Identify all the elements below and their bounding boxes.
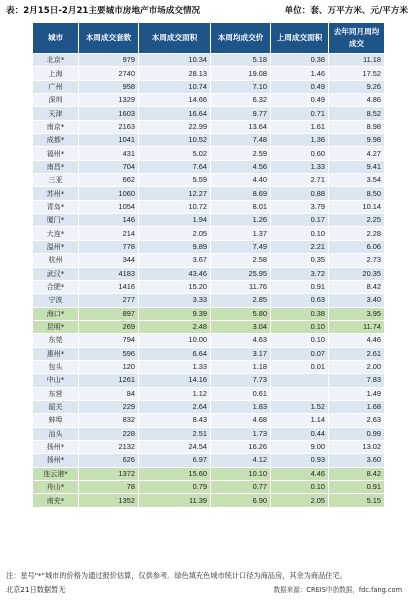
cell-city: 杭州	[33, 254, 79, 267]
data-source: 数据来源：CREIS中指数据，fdc.fang.com	[273, 586, 402, 594]
cell-area: 3.67	[139, 254, 211, 267]
cell-area: 15.60	[139, 467, 211, 480]
cell-units: 958	[79, 80, 139, 93]
table-row	[33, 334, 385, 347]
cell-area: 10.34	[139, 54, 211, 67]
cell-area: 7.64	[139, 160, 211, 173]
cell-last-week-area: 0.10	[271, 481, 329, 494]
cell-last-year: 4.86	[329, 94, 385, 107]
table-row	[33, 347, 385, 360]
cell-units: 277	[79, 294, 139, 307]
cell-city: 南京*	[33, 120, 79, 133]
cell-units: 344	[79, 254, 139, 267]
cell-avg-price: 6.90	[211, 494, 271, 507]
cell-area: 2.05	[139, 227, 211, 240]
cell-last-week-area: 0.35	[271, 254, 329, 267]
cell-last-week-area: 3.72	[271, 267, 329, 280]
cell-avg-price: 25.95	[211, 267, 271, 280]
cell-units: 1060	[79, 187, 139, 200]
cell-avg-price: 4.56	[211, 160, 271, 173]
cell-avg-price: 3.17	[211, 347, 271, 360]
unit-note: 单位：套、万平方米、元/平方米	[284, 6, 408, 16]
cell-last-year: 2.00	[329, 360, 385, 373]
cell-area: 14.66	[139, 94, 211, 107]
cell-area: 15.20	[139, 280, 211, 293]
cell-city: 蚌埠	[33, 414, 79, 427]
table-caption	[6, 4, 408, 18]
cell-area: 28.13	[139, 67, 211, 80]
cell-units: 1372	[79, 467, 139, 480]
table-row	[33, 214, 385, 227]
cell-avg-price: 4.63	[211, 334, 271, 347]
cell-units: 1054	[79, 200, 139, 213]
cell-last-week-area	[271, 374, 329, 387]
cell-avg-price: 5.18	[211, 54, 271, 67]
cell-last-year: 3.95	[329, 307, 385, 320]
col-header-avg-price: 本周均成交价	[211, 23, 271, 54]
cell-avg-price: 7.48	[211, 134, 271, 147]
table-row	[33, 187, 385, 200]
cell-avg-price: 7.49	[211, 240, 271, 253]
cell-city: 天津	[33, 107, 79, 120]
cell-last-week-area: 0.38	[271, 54, 329, 67]
cell-city: 海口*	[33, 307, 79, 320]
cell-city: 福州*	[33, 147, 79, 160]
table-row	[33, 307, 385, 320]
cell-city: 武汉*	[33, 267, 79, 280]
cell-area: 43.46	[139, 267, 211, 280]
cell-city: 汕头	[33, 427, 79, 440]
cell-area: 10.52	[139, 134, 211, 147]
cell-city: 扬州*	[33, 440, 79, 453]
cell-city: 惠州*	[33, 347, 79, 360]
cell-units: 2163	[79, 120, 139, 133]
cell-city: 宁波	[33, 294, 79, 307]
table-row	[33, 267, 385, 280]
cell-area: 22.99	[139, 120, 211, 133]
cell-last-week-area: 2.05	[271, 494, 329, 507]
table-row	[33, 374, 385, 387]
cell-last-year: 4.46	[329, 334, 385, 347]
cell-last-year: 5.15	[329, 494, 385, 507]
cell-units: 4183	[79, 267, 139, 280]
cell-city: 苏州*	[33, 187, 79, 200]
cell-city: 青岛*	[33, 200, 79, 213]
cell-last-year: 13.02	[329, 440, 385, 453]
col-header-area: 本周成交面积	[139, 23, 211, 54]
cell-last-year: 20.35	[329, 267, 385, 280]
cell-last-year: 6.06	[329, 240, 385, 253]
cell-city: 广州	[33, 80, 79, 93]
cell-units: 214	[79, 227, 139, 240]
table-row	[33, 467, 385, 480]
cell-area: 11.39	[139, 494, 211, 507]
cell-last-year: 1.49	[329, 387, 385, 400]
cell-last-week-area: 1.61	[271, 120, 329, 133]
cell-units: 84	[79, 387, 139, 400]
footnote-beijing: 北京21日数据暂无	[6, 585, 66, 594]
cell-avg-price: 0.61	[211, 387, 271, 400]
cell-city: 上海	[33, 67, 79, 80]
cell-avg-price: 13.64	[211, 120, 271, 133]
table-row	[33, 427, 385, 440]
cell-avg-price: 9.77	[211, 107, 271, 120]
table-row	[33, 67, 385, 80]
cell-last-year: 11.74	[329, 320, 385, 333]
cell-area: 2.64	[139, 400, 211, 413]
col-header-last-year: 去年同月周均成交	[329, 23, 385, 54]
cell-units: 1352	[79, 494, 139, 507]
cell-last-year: 2.63	[329, 414, 385, 427]
cell-avg-price: 1.73	[211, 427, 271, 440]
table-row	[33, 294, 385, 307]
cell-avg-price: 19.08	[211, 67, 271, 80]
cell-last-year: 10.14	[329, 200, 385, 213]
cell-last-week-area: 2.21	[271, 240, 329, 253]
cell-last-week-area: 0.93	[271, 454, 329, 467]
cell-avg-price: 7.10	[211, 80, 271, 93]
cell-last-week-area: 4.46	[271, 467, 329, 480]
cell-avg-price: 1.18	[211, 360, 271, 373]
cell-city: 昆明*	[33, 320, 79, 333]
cell-avg-price: 2.85	[211, 294, 271, 307]
cell-avg-price: 10.10	[211, 467, 271, 480]
cell-units: 1416	[79, 280, 139, 293]
cell-last-week-area: 0.17	[271, 214, 329, 227]
table-row	[33, 120, 385, 133]
table-row	[33, 174, 385, 187]
cell-last-week-area: 9.00	[271, 440, 329, 453]
cell-city: 深圳	[33, 94, 79, 107]
cell-last-week-area: 1.33	[271, 160, 329, 173]
cell-last-week-area: 3.79	[271, 200, 329, 213]
cell-city: 扬州*	[33, 454, 79, 467]
table-row	[33, 454, 385, 467]
cell-units: 704	[79, 160, 139, 173]
table-row	[33, 134, 385, 147]
cell-avg-price: 4.12	[211, 454, 271, 467]
table-row	[33, 414, 385, 427]
cell-area: 5.59	[139, 174, 211, 187]
cell-avg-price: 1.26	[211, 214, 271, 227]
cell-avg-price: 7.73	[211, 374, 271, 387]
cell-last-week-area: 0.10	[271, 320, 329, 333]
cell-last-week-area: 0.07	[271, 347, 329, 360]
cell-area: 14.16	[139, 374, 211, 387]
cell-city: 东莞	[33, 334, 79, 347]
cell-avg-price: 8.01	[211, 200, 271, 213]
cell-last-year: 17.52	[329, 67, 385, 80]
table-row	[33, 227, 385, 240]
cell-area: 8.43	[139, 414, 211, 427]
cell-area: 9.39	[139, 307, 211, 320]
cell-city: 舟山*	[33, 481, 79, 494]
cell-area: 6.64	[139, 347, 211, 360]
cell-last-week-area: 0.10	[271, 227, 329, 240]
table-row	[33, 240, 385, 253]
cell-avg-price: 16.26	[211, 440, 271, 453]
header-row	[33, 23, 385, 54]
cell-last-week-area: 0.88	[271, 187, 329, 200]
cell-last-year: 0.91	[329, 481, 385, 494]
market-table	[32, 22, 385, 508]
table-title: 表：2月15日-2月21主要城市房地产市场成交情况	[6, 6, 201, 16]
cell-last-week-area: 2.71	[271, 174, 329, 187]
cell-last-year: 8.52	[329, 107, 385, 120]
cell-avg-price: 2.59	[211, 147, 271, 160]
cell-last-week-area: 0.49	[271, 80, 329, 93]
cell-last-year: 7.83	[329, 374, 385, 387]
cell-city: 成都*	[33, 134, 79, 147]
cell-city: 包头	[33, 360, 79, 373]
cell-last-year: 8.50	[329, 187, 385, 200]
cell-area: 3.33	[139, 294, 211, 307]
cell-last-week-area: 1.46	[271, 67, 329, 80]
cell-units: 778	[79, 240, 139, 253]
cell-area: 10.72	[139, 200, 211, 213]
cell-units: 897	[79, 307, 139, 320]
cell-avg-price: 4.68	[211, 414, 271, 427]
cell-last-year: 4.27	[329, 147, 385, 160]
footnote-note: 注：星号"*"城市的价格为通过报价估算，仅供参考。绿色填充色城市统计口径为商品房，其余为商品住宅。	[6, 571, 347, 580]
table-row	[33, 107, 385, 120]
cell-avg-price: 11.76	[211, 280, 271, 293]
cell-units: 269	[79, 320, 139, 333]
cell-area: 12.27	[139, 187, 211, 200]
table-row	[33, 481, 385, 494]
cell-area: 5.02	[139, 147, 211, 160]
cell-area: 6.97	[139, 454, 211, 467]
cell-area: 2.48	[139, 320, 211, 333]
table-row	[33, 160, 385, 173]
cell-city: 三亚	[33, 174, 79, 187]
cell-avg-price: 2.58	[211, 254, 271, 267]
cell-last-week-area: 0.01	[271, 360, 329, 373]
col-header-last-week-area: 上周成交面积	[271, 23, 329, 54]
cell-last-week-area: 0.49	[271, 94, 329, 107]
table-row	[33, 54, 385, 67]
cell-last-week-area: 0.71	[271, 107, 329, 120]
cell-last-year: 11.18	[329, 54, 385, 67]
cell-last-week-area: 0.10	[271, 334, 329, 347]
table-row	[33, 280, 385, 293]
cell-city: 中山*	[33, 374, 79, 387]
cell-units: 1261	[79, 374, 139, 387]
cell-city: 东营	[33, 387, 79, 400]
cell-last-year: 2.73	[329, 254, 385, 267]
table-row	[33, 387, 385, 400]
cell-avg-price: 6.32	[211, 94, 271, 107]
table-row	[33, 360, 385, 373]
cell-units: 146	[79, 214, 139, 227]
cell-avg-price: 3.04	[211, 320, 271, 333]
cell-avg-price: 5.80	[211, 307, 271, 320]
cell-units: 78	[79, 481, 139, 494]
cell-units: 626	[79, 454, 139, 467]
col-header-units: 本周成交套数	[79, 23, 139, 54]
cell-units: 2740	[79, 67, 139, 80]
cell-last-week-area: 0.91	[271, 280, 329, 293]
cell-avg-price: 0.77	[211, 481, 271, 494]
cell-area: 10.74	[139, 80, 211, 93]
cell-last-year: 9.98	[329, 134, 385, 147]
cell-avg-price: 8.69	[211, 187, 271, 200]
cell-city: 北京*	[33, 54, 79, 67]
table-row	[33, 80, 385, 93]
cell-last-year: 3.40	[329, 294, 385, 307]
table-row	[33, 200, 385, 213]
cell-units: 596	[79, 347, 139, 360]
cell-area: 0.79	[139, 481, 211, 494]
cell-last-year: 2.61	[329, 347, 385, 360]
cell-area: 9.89	[139, 240, 211, 253]
cell-units: 431	[79, 147, 139, 160]
cell-area: 2.51	[139, 427, 211, 440]
table-body	[33, 54, 385, 508]
cell-units: 794	[79, 334, 139, 347]
cell-last-week-area: 0.38	[271, 307, 329, 320]
cell-units: 1603	[79, 107, 139, 120]
cell-avg-price: 1.37	[211, 227, 271, 240]
cell-units: 1329	[79, 94, 139, 107]
cell-last-year: 0.99	[329, 427, 385, 440]
cell-city: 温州*	[33, 240, 79, 253]
table-row	[33, 320, 385, 333]
table-row	[33, 94, 385, 107]
cell-city: 合肥*	[33, 280, 79, 293]
cell-last-week-area: 1.36	[271, 134, 329, 147]
cell-city: 厦门*	[33, 214, 79, 227]
cell-last-year: 3.60	[329, 454, 385, 467]
cell-last-week-area: 0.44	[271, 427, 329, 440]
cell-area: 1.94	[139, 214, 211, 227]
cell-area: 1.33	[139, 360, 211, 373]
table-row	[33, 400, 385, 413]
cell-units: 228	[79, 427, 139, 440]
cell-city: 南昌*	[33, 160, 79, 173]
cell-units: 120	[79, 360, 139, 373]
cell-last-year: 8.42	[329, 280, 385, 293]
cell-last-year: 8.42	[329, 467, 385, 480]
cell-units: 662	[79, 174, 139, 187]
cell-city: 南充*	[33, 494, 79, 507]
cell-units: 1041	[79, 134, 139, 147]
cell-city: 连云港*	[33, 467, 79, 480]
cell-last-week-area: 0.63	[271, 294, 329, 307]
cell-area: 16.64	[139, 107, 211, 120]
cell-city: 韶关	[33, 400, 79, 413]
cell-last-week-area	[271, 387, 329, 400]
cell-area: 24.54	[139, 440, 211, 453]
cell-avg-price: 4.40	[211, 174, 271, 187]
cell-units: 979	[79, 54, 139, 67]
cell-last-year: 2.25	[329, 214, 385, 227]
table-row	[33, 440, 385, 453]
cell-units: 229	[79, 400, 139, 413]
cell-last-year: 8.98	[329, 120, 385, 133]
col-header-city: 城市	[33, 23, 79, 54]
cell-last-year: 1.68	[329, 400, 385, 413]
cell-last-week-area: 1.14	[271, 414, 329, 427]
cell-last-week-area: 1.52	[271, 400, 329, 413]
table-row	[33, 147, 385, 160]
cell-units: 2132	[79, 440, 139, 453]
cell-last-year: 9.26	[329, 80, 385, 93]
table-row	[33, 254, 385, 267]
cell-last-year: 2.28	[329, 227, 385, 240]
cell-city: 大连*	[33, 227, 79, 240]
cell-area: 1.12	[139, 387, 211, 400]
cell-avg-price: 1.83	[211, 400, 271, 413]
table-row	[33, 494, 385, 507]
cell-last-year: 3.54	[329, 174, 385, 187]
cell-last-week-area: 0.60	[271, 147, 329, 160]
cell-last-year: 9.41	[329, 160, 385, 173]
cell-area: 10.00	[139, 334, 211, 347]
cell-units: 832	[79, 414, 139, 427]
